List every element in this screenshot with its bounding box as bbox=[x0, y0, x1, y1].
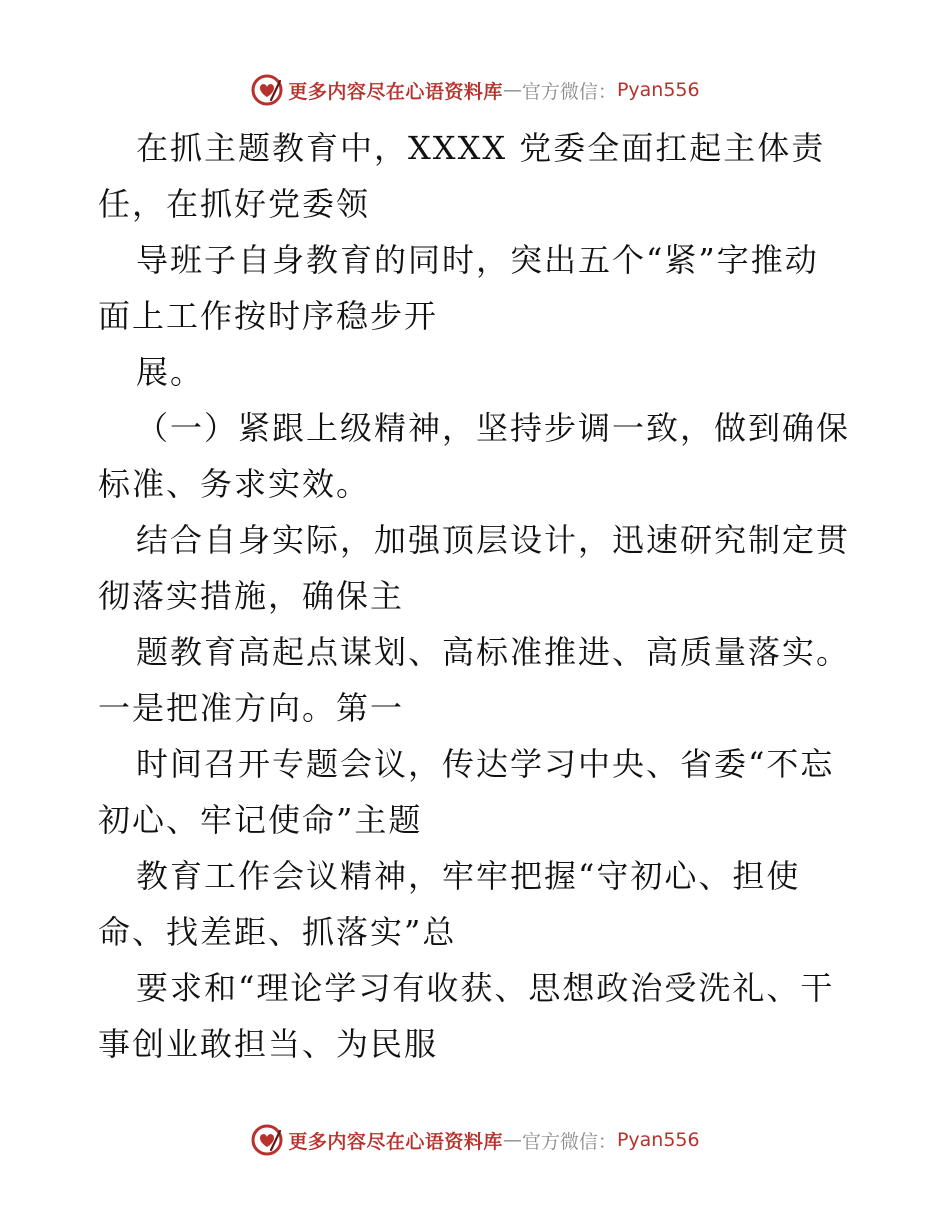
paragraph-line: 展。 bbox=[136, 353, 205, 391]
watermark-brand-text: 更多内容尽在心语资料库 bbox=[288, 80, 503, 103]
watermark-wechat-label: 官方微信： bbox=[521, 1130, 617, 1153]
watermark-brand-text: 更多内容尽在心语资料库 bbox=[288, 1130, 503, 1153]
footer-watermark bbox=[0, 1120, 950, 1160]
paragraph-line: 结合自身实际，加强顶层设计，迅速研究制定贯 bbox=[136, 521, 851, 559]
paragraph-line: 事创业敢担当、为民服 bbox=[98, 1025, 439, 1063]
watermark-wechat-label: 官方微信： bbox=[521, 80, 617, 103]
paragraph-line: 初心、牢记使命”主题 bbox=[98, 801, 423, 839]
paragraph-line: 时间召开专题会议，传达学习中央、省委“不忘 bbox=[136, 745, 835, 783]
paragraph-line: 面上工作按时序稳步开 bbox=[98, 297, 439, 335]
paragraph-line: 题教育高起点谋划、高标准推进、高质量落实。 bbox=[136, 633, 851, 671]
paragraph-line: 要求和“理论学习有收获、思想政治受洗礼、干 bbox=[136, 969, 835, 1007]
header-watermark bbox=[0, 70, 950, 110]
section-heading-line: （一）紧跟上级精神，坚持步调一致，做到确保 bbox=[136, 409, 851, 447]
paragraph-line: 一是把准方向。第一 bbox=[98, 689, 405, 727]
heart-pen-logo-icon bbox=[250, 1123, 284, 1157]
watermark-separator: — bbox=[502, 79, 522, 101]
paragraph-line: 彻落实措施，确保主 bbox=[98, 577, 405, 615]
watermark-separator: — bbox=[502, 1129, 522, 1151]
heart-pen-logo-icon bbox=[250, 73, 284, 107]
paragraph-line: 任，在抓好党委领 bbox=[98, 185, 371, 223]
paragraph-line: 命、找差距、抓落实”总 bbox=[98, 913, 457, 951]
watermark-wechat-id: Pyan556 bbox=[616, 79, 700, 101]
paragraph-line: 教育工作会议精神，牢牢把握“守初心、担使 bbox=[136, 857, 801, 895]
paragraph-line: 导班子自身教育的同时，突出五个“紧”字推动 bbox=[136, 241, 819, 279]
document-body bbox=[98, 124, 868, 1076]
paragraph-line: 在抓主题教育中，XXXX 党委全面扛起主体责 bbox=[136, 129, 826, 167]
watermark-wechat-id: Pyan556 bbox=[616, 1129, 700, 1151]
section-heading-line: 标准、务求实效。 bbox=[98, 465, 371, 503]
